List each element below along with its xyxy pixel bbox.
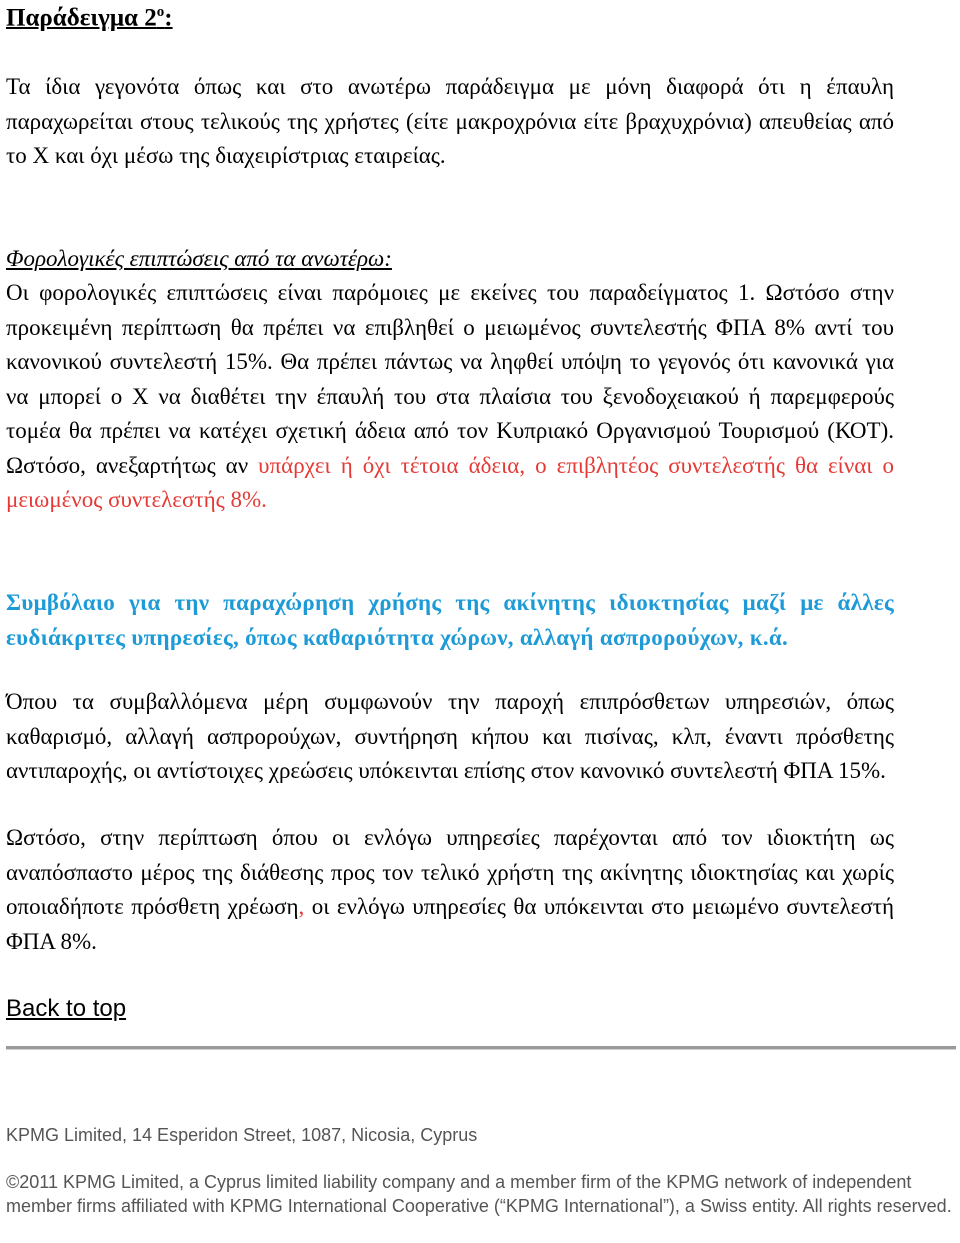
contract-paragraph-2-text: Ωστόσο, στην περίπτωση όπου οι ενλόγω υπηρεσίες παρέχονται από τον ιδιοκτήτη ως αναπόσπαστο μέρος της διάθεσης προς τον τελικό χρήστη της ακίνητης ιδιοκτησίας και χωρίς οποιαδήποτε πρόσθετη χρέωση (6, 825, 894, 919)
tax-section-body-text: Οι φορολογικές επιπτώσεις είναι παρόμοιες με εκείνες του παραδείγματος 1. Ωστόσο στην προκειμένη περίπτωση θα πρέπει να επιβληθεί ο μειωμένος συντελεστής ΦΠΑ 8% αντί του κανονικού συντελεστή 15%. Θα πρέπει πάντως να ληφθεί υπόψη το γεγονός ότι κανονικά για να μπορεί ο Χ να διαθέτει την έπαυλή του στα πλαίσια του ξενοδοχειακού ή παρεμφερούς τομέα θα πρέπει να κατέχει σχετική άδεια από τον Κυπριακό Οργανισμού Τουρισμού (ΚΟΤ). Ωστόσο, ανεξαρτήτως αν (6, 280, 894, 478)
tax-section-title-text: Φορολογικές επιπτώσεις από τα ανωτέρω: (6, 246, 392, 271)
contract-section-title (6, 586, 894, 655)
contract-paragraph-2 (6, 821, 894, 959)
contract-section-title-text: Συμβόλαιο για την παραχώρηση χρήσης της ακίνητης ιδιοκτησίας μαζί με άλλες ευδιάκριτες υπηρεσίες, όπως καθαριότητα χώρων, αλλαγή ασπρορούχων, κ.ά. (6, 590, 894, 650)
heading-text: Παράδειγμα 2 (6, 4, 157, 32)
heading-superscript: ο (156, 4, 165, 20)
contract-paragraph-2-end: οι ενλόγω υπηρεσίες θα υπόκεινται στο μειωμένο συντελεστή ΦΠΑ 8%. (6, 894, 895, 954)
tax-section-highlight: υπάρχει ή όχι τέτοια άδεια, ο επιβλητέος συντελεστής θα είναι ο μειωμένος συντελεστής 8%. (6, 452, 894, 512)
heading-suffix: : (164, 4, 173, 32)
footer-divider (6, 1046, 956, 1050)
contract-paragraph-1: Όπου τα συμβαλλόμενα μέρη συμφωνούν την παροχή επιπρόσθετων υπηρεσιών, όπως καθαρισμό, αλλαγή ασπρορούχων, συντήρηση κήπου και πισίνας, κλπ, έναντι πρόσθετης αντιπαροχής, οι αντίστοιχες χρεώσεις υπόκεινται επίσης στον κανονικό συντελεστή ΦΠΑ 15%. (6, 689, 894, 783)
footer-address: KPMG Limited, 14 Esperidon Street, 1087, Nicosia, Cyprus (6, 1125, 478, 1145)
tax-section-body (6, 276, 894, 518)
footer-copyright: ©2011 KPMG Limited, a Cyprus limited liability company and a member firm of the KPMG network of independent member firms affiliated with KPMG International Cooperative (“KPMG International”), a Swiss entity. All rights reserved. (6, 1172, 952, 1216)
tax-section-title (6, 242, 894, 277)
intro-paragraph: Τα ίδια γεγονότα όπως και στο ανωτέρω παράδειγμα με μόνη διαφορά ότι η έπαυλη παραχωρείται στους τελικούς της χρήστες (είτε μακροχρόνια είτε βραχυχρόνια) απευθείας από το Χ και όχι μέσω της διαχειρίστριας εταιρείας. (6, 74, 894, 168)
back-to-top-link[interactable]: Back to top (6, 995, 127, 1022)
page-heading (6, 4, 173, 32)
contract-paragraph-2-comma: , (298, 894, 305, 919)
